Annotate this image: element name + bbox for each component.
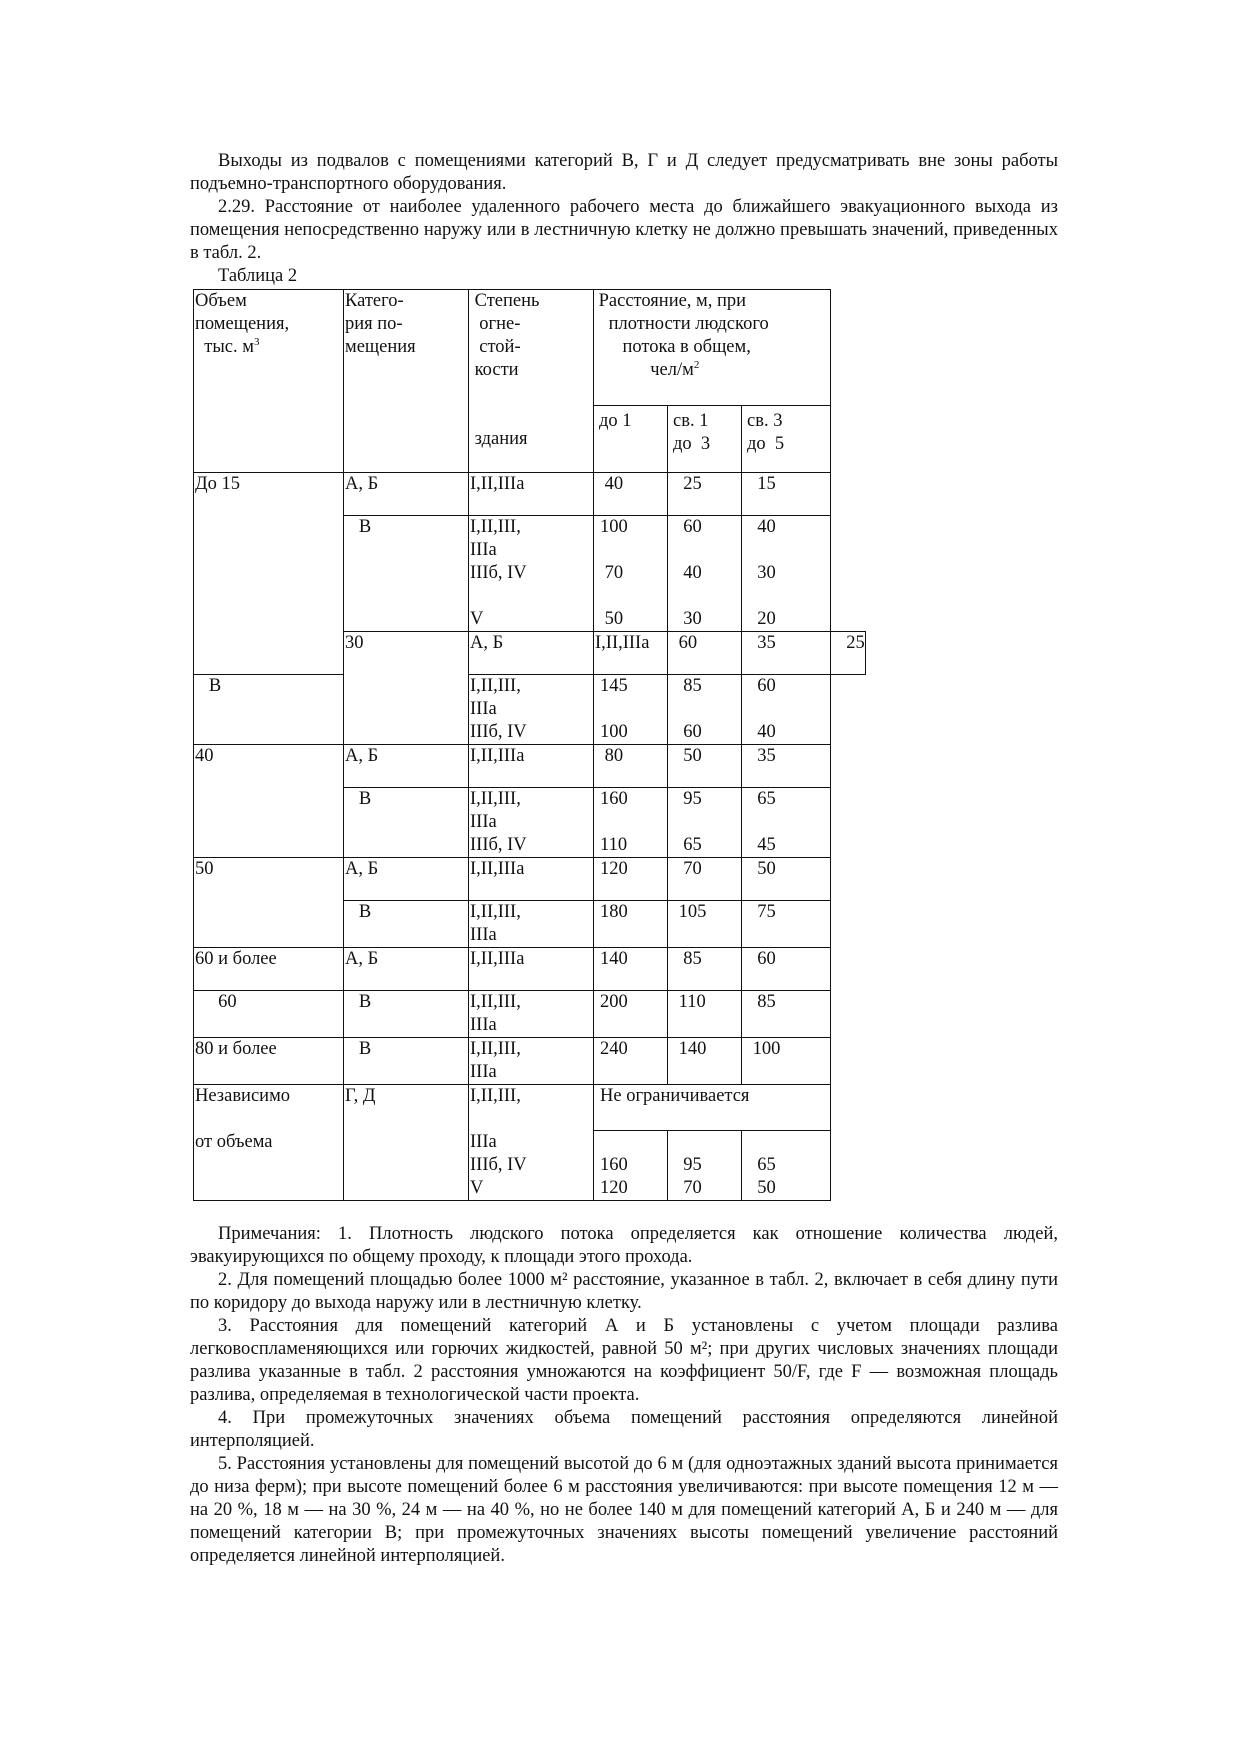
cell-value: 60 (668, 632, 742, 675)
cell-fire-degree: I,II,IIIа (469, 745, 594, 788)
cell-value: 240 (594, 1038, 668, 1085)
header-density-col: до 1 (594, 406, 668, 473)
cell-value: 100 70 50 (594, 516, 668, 632)
cell-value: 50 (668, 745, 742, 788)
note-paragraph: 2. Для помещений площадью более 1000 м² расстояние, указанное в табл. 2, включает в себя длину пути по коридору до выхода наружу или в лестничную клетку. (190, 1270, 1058, 1313)
cell-volume: До 15 (194, 473, 344, 675)
cell-value: 60 40 (742, 675, 831, 745)
cell-value: 60 (742, 948, 831, 991)
cell-volume: 60 и более (194, 948, 344, 991)
cell-value: 35 (742, 745, 831, 788)
cell-unlimited: Не ограничивается (594, 1085, 831, 1131)
table-row (194, 745, 866, 788)
cell-category: А, Б (344, 745, 469, 788)
table-row (194, 1085, 866, 1131)
cell-value: 25 (831, 632, 866, 675)
cell-fire-degree: I,II,III, IIIа IIIб, IV (469, 675, 594, 745)
cell-volume: 40 (194, 745, 344, 858)
cell-value: 160 110 (594, 788, 668, 858)
cell-value: 120 (594, 858, 668, 901)
cell-category: В (344, 1038, 469, 1085)
header-category: Катего- рия по- мещения (344, 290, 469, 473)
header-distance: Расстояние, м, при плотности людского потока в общем, чел/$м^2$ (594, 290, 831, 406)
cell-value: 50 (742, 858, 831, 901)
header-volume: Объем помещения, тыс. $м^3$ (194, 290, 344, 473)
cell-value: 85 (668, 948, 742, 991)
cell-category: А, Б (469, 632, 594, 675)
cell-category: В (194, 675, 344, 745)
cell-value: 160 120 (594, 1131, 668, 1201)
table-row (194, 1038, 866, 1085)
cell-value: 180 (594, 901, 668, 948)
cell-fire-degree: I,II,IIIа (469, 948, 594, 991)
note-paragraph: 5. Расстояния установлены для помещений высотой до 6 м (для одноэтажных зданий высота принимается до низа ферм); при высоте помещений более 6 м расстояния увеличиваются: при высоте помещения 12 м — на 20 %, 18 м — на 30 %, 24 м — на 40 %, но не более 140 м для помещений категорий А, Б и 240 м — для помещений категории В; при промежуточных значениях высоты помещений увеличение расстояний определяется линейной интерполяцией. (190, 1454, 1058, 1566)
header-fire-resistance: Степень огне- стой- кости здания (469, 290, 594, 473)
cell-category: В (344, 901, 469, 948)
table-row (194, 948, 866, 991)
cell-value: 145 100 (594, 675, 668, 745)
cell-category: А, Б (344, 858, 469, 901)
cell-fire-degree: I,II,III, IIIа (469, 991, 594, 1038)
cell-value: 25 (668, 473, 742, 516)
cell-value: 35 (742, 632, 831, 675)
cell-fire-degree: I,II,IIIа (469, 473, 594, 516)
cell-category: В (344, 991, 469, 1038)
cell-fire-degree: I,II,IIIа (469, 858, 594, 901)
cell-category: А, Б (344, 473, 469, 516)
cell-value: 95 70 (668, 1131, 742, 1201)
cell-value: 65 45 (742, 788, 831, 858)
cell-fire-degree: I,II,III, IIIа IIIб, IV V (469, 1085, 594, 1201)
notes-section (190, 1223, 1058, 1568)
cell-value: 200 (594, 991, 668, 1038)
cell-value: 110 (668, 991, 742, 1038)
document-page (190, 150, 1058, 1568)
note-paragraph: 4. При промежуточных значениях объема помещений расстояния определяются линейной интерполяцией. (190, 1408, 1058, 1451)
cell-value: 70 (668, 858, 742, 901)
cell-category: В (344, 516, 469, 632)
cell-fire-degree: I,II,III, IIIа (469, 901, 594, 948)
note-paragraph: Примечания: 1. Плотность людского потока определяется как отношение количества людей, эвакуирующихся по общему проходу, к площади этого прохода. (190, 1224, 1058, 1267)
cell-volume: 30 (344, 632, 469, 745)
cell-value: 100 (742, 1038, 831, 1085)
intro-paragraph: 2.29. Расстояние от наиболее удаленного рабочего места до ближайшего эвакуационного выхода из помещения непосредственно наружу или в лестничную клетку не должно превышать значений, приведенных в табл. 2. (190, 197, 1058, 263)
cell-value: 15 (742, 473, 831, 516)
cell-fire-degree: I,II,III, IIIа IIIб, IV (469, 788, 594, 858)
table-row (194, 991, 866, 1038)
cell-value: 40 (594, 473, 668, 516)
cell-volume: 80 и более (194, 1038, 344, 1085)
table-row (194, 675, 866, 745)
cell-category: В (344, 788, 469, 858)
cell-volume: 60 (194, 991, 344, 1038)
table-row (194, 858, 866, 901)
cell-value: 140 (594, 948, 668, 991)
cell-fire-degree: I,II,III, IIIа IIIб, IV V (469, 516, 594, 632)
intro-paragraph: Выходы из подвалов с помещениями категорий В, Г и Д следует предусматривать вне зоны работы подъемно-транспортного оборудования. (190, 151, 1058, 194)
cell-value: 40 30 20 (742, 516, 831, 632)
cell-fire-degree: I,II,IIIа (594, 632, 668, 675)
table-body (194, 473, 866, 1085)
cell-volume: 50 (194, 858, 344, 948)
cell-value: 75 (742, 901, 831, 948)
cell-volume: Независимо от объема (194, 1085, 344, 1201)
note-paragraph: 3. Расстояния для помещений категорий А и Б установлены с учетом площади разлива легковоспламеняющихся или горючих жидкостей, равной 50 м²; при других числовых значениях площади разлива указанные в табл. 2 расстояния умножаются на коэффициент 50/F, где F — возможная площадь разлива, определяемая в технологической части проекта. (190, 1316, 1058, 1405)
cell-value: 95 65 (668, 788, 742, 858)
cell-value: 65 50 (742, 1131, 831, 1201)
distance-table (193, 289, 866, 1201)
cell-category: Г, Д (344, 1085, 469, 1201)
cell-value: 105 (668, 901, 742, 948)
table-caption: Таблица 2 (218, 266, 298, 286)
cell-value: 60 40 30 (668, 516, 742, 632)
header-density-col: св. 3 до 5 (742, 406, 831, 473)
table-header-row (194, 290, 866, 406)
header-density-col: св. 1 до 3 (668, 406, 742, 473)
table-row (194, 473, 866, 516)
cell-fire-degree: I,II,III, IIIа (469, 1038, 594, 1085)
cell-value: 80 (594, 745, 668, 788)
cell-value: 85 60 (668, 675, 742, 745)
cell-value: 140 (668, 1038, 742, 1085)
cell-category: А, Б (344, 948, 469, 991)
cell-value: 85 (742, 991, 831, 1038)
